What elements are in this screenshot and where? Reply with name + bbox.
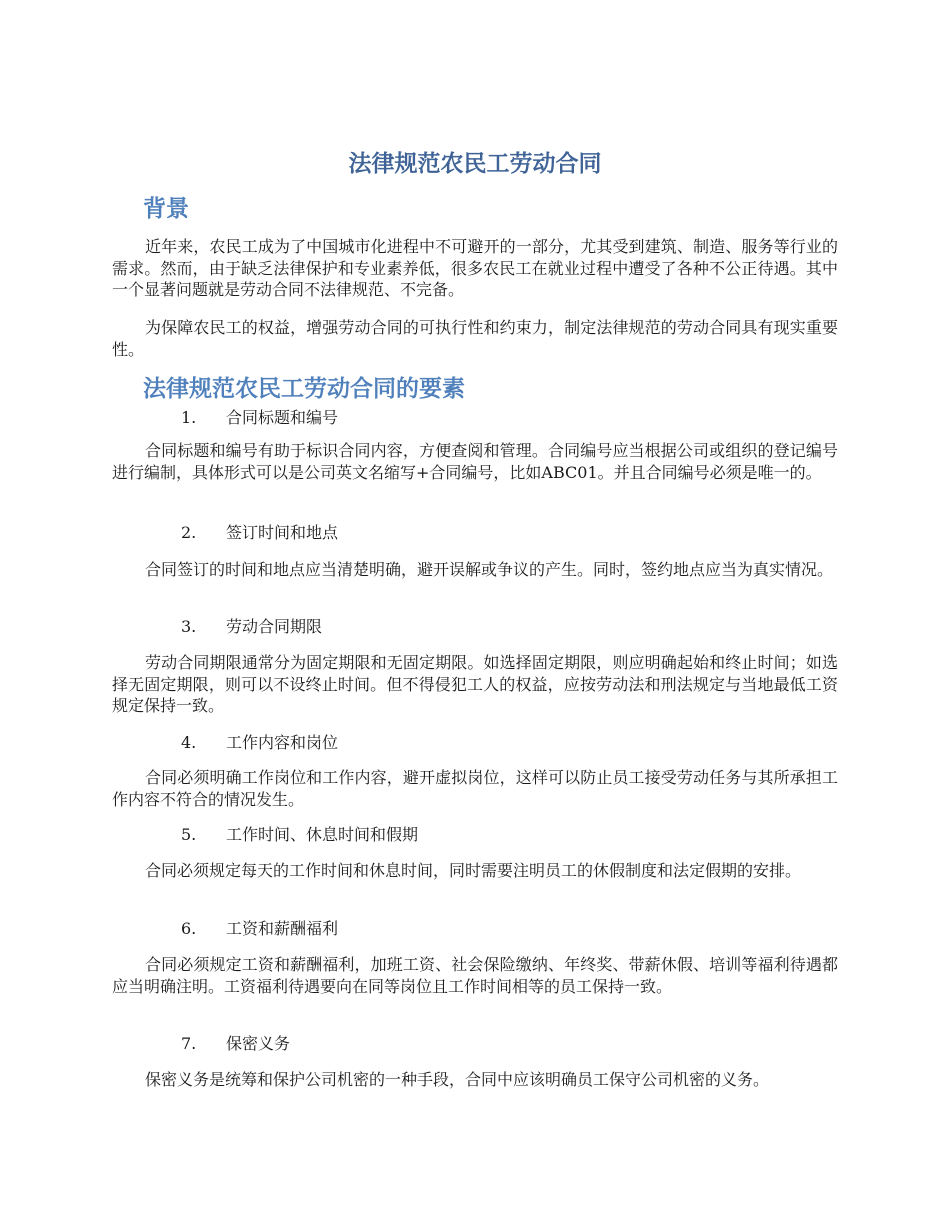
section-heading-background: 背景 bbox=[143, 196, 189, 222]
list-item-number: 4. bbox=[181, 733, 197, 752]
paragraph: 为保障农民工的权益，增强劳动合同的可执行性和约束力，制定法律规范的劳动合同具有现实重要性。 bbox=[112, 318, 838, 359]
list-item-number: 6. bbox=[181, 919, 197, 938]
document-title: 法律规范农民工劳动合同 bbox=[348, 151, 602, 177]
paragraph: 保密义务是统筹和保护公司机密的一种手段，合同中应该明确员工保守公司机密的义务。 bbox=[145, 1070, 770, 1089]
list-item-number: 5. bbox=[181, 825, 197, 844]
paragraph: 合同必须规定工资和薪酬福利，加班工资、社会保险缴纳、年终奖、带薪休假、培训等福利待遇都应当明确注明。工资福利待遇要向在同等岗位且工作时间相等的员工保持一致。 bbox=[112, 955, 838, 996]
list-item-number: 3. bbox=[181, 617, 197, 636]
list-item-label: 签订时间和地点 bbox=[226, 523, 339, 542]
list-item-number: 2. bbox=[181, 523, 197, 542]
list-item-label: 工作时间、休息时间和假期 bbox=[226, 825, 419, 844]
list-item-number: 1. bbox=[181, 408, 197, 427]
paragraph: 近年来，农民工成为了中国城市化进程中不可避开的一部分，尤其受到建筑、制造、服务等行业的需求。然而，由于缺乏法律保护和专业素养低，很多农民工在就业过程中遭受了各种不公正待遇。其中一个显著问题就是劳动合同不法律规范、不完备。 bbox=[112, 237, 838, 299]
section-heading-elements: 法律规范农民工劳动合同的要素 bbox=[143, 376, 465, 402]
paragraph: 合同必须明确工作岗位和工作内容，避开虚拟岗位，这样可以防止员工接受劳动任务与其所承担工作内容不符合的情况发生。 bbox=[112, 768, 838, 809]
list-item-label: 保密义务 bbox=[226, 1034, 291, 1053]
list-item-label: 合同标题和编号 bbox=[226, 408, 339, 427]
paragraph: 合同标题和编号有助于标识合同内容，方便查阅和管理。合同编号应当根据公司或组织的登记编号进行编制，具体形式可以是公司英文名缩写+合同编号，比如ABC01。并且合同编号必须是唯一的。 bbox=[112, 441, 838, 482]
paragraph: 劳动合同期限通常分为固定期限和无固定期限。如选择固定期限，则应明确起始和终止时间；如选择无固定期限，则可以不设终止时间。但不得侵犯工人的权益，应按劳动法和刑法规定与当地最低工资规定保持一致。 bbox=[112, 653, 838, 715]
list-item-label: 劳动合同期限 bbox=[226, 617, 323, 636]
list-item-label: 工资和薪酬福利 bbox=[226, 919, 339, 938]
list-item-label: 工作内容和岗位 bbox=[226, 733, 339, 752]
paragraph: 合同必须规定每天的工作时间和休息时间，同时需要注明员工的休假制度和法定假期的安排。 bbox=[145, 861, 802, 880]
list-item-number: 7. bbox=[181, 1034, 197, 1053]
paragraph: 合同签订的时间和地点应当清楚明确，避开误解或争议的产生。同时，签约地点应当为真实情况。 bbox=[145, 560, 834, 579]
